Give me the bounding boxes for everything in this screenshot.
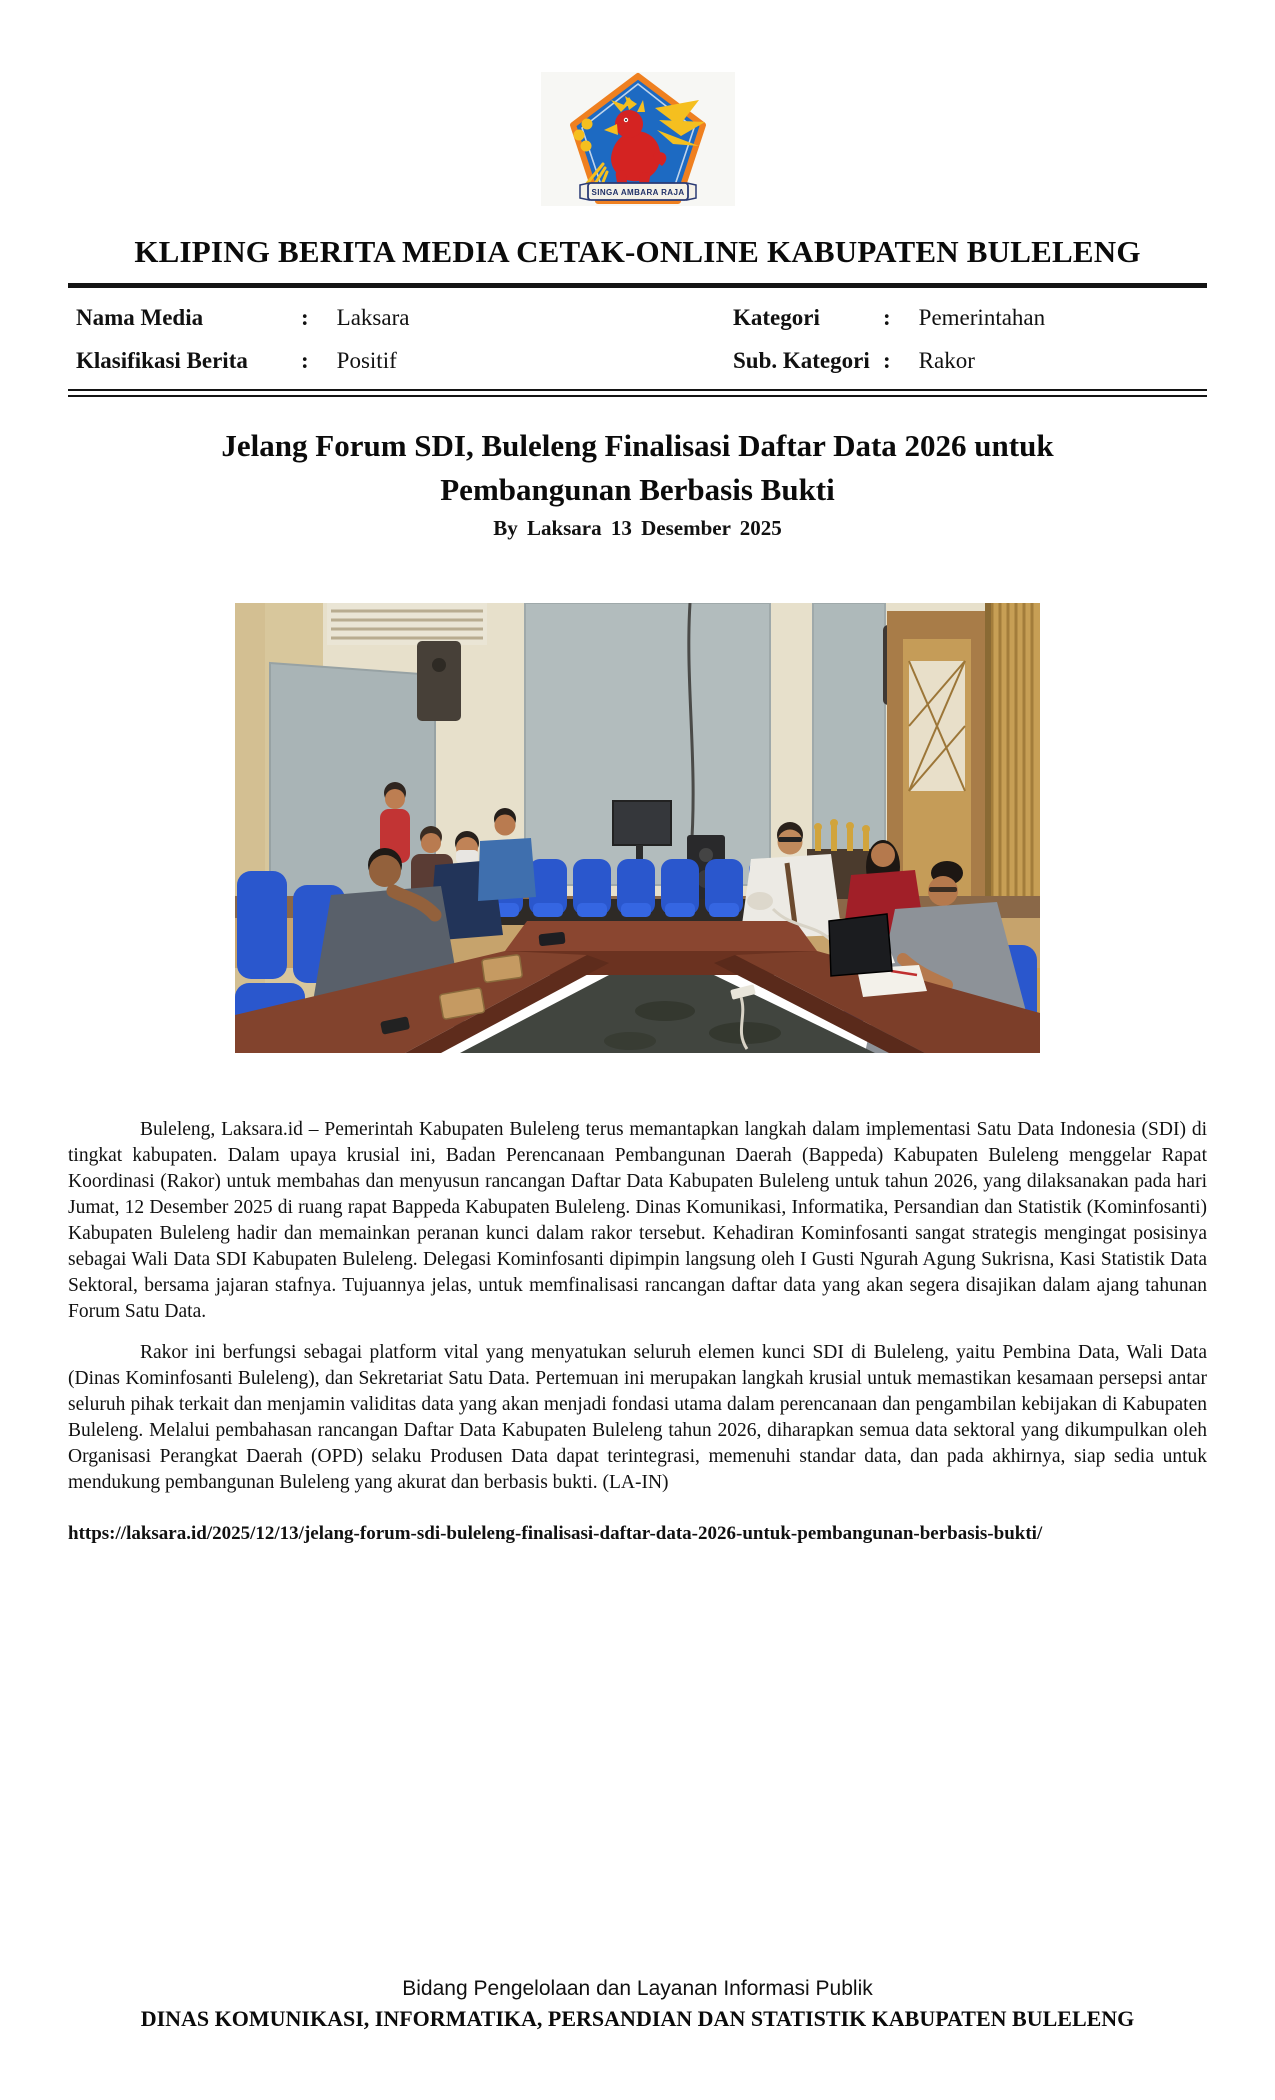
meta-label: Sub. Kategori bbox=[733, 348, 870, 373]
metadata-bottom-rule bbox=[68, 389, 1207, 397]
footer-bidang-line: Bidang Pengelolaan dan Layanan Informasi Publik bbox=[402, 1977, 873, 2000]
meta-nama-media bbox=[76, 305, 661, 331]
meta-klasifikasi-berita bbox=[76, 348, 661, 374]
meta-value: Pemerintahan bbox=[918, 305, 1046, 330]
article-body bbox=[68, 1117, 1207, 1545]
article-photo bbox=[235, 603, 1040, 1053]
article-paragraph-2: Rakor ini berfungsi sebagai platform vital yang menyatukan seluruh elemen kunci SDI di Buleleng, yaitu Pembina Data, Wali Data (Dinas Kominfosanti Buleleng), dan Sekretariat Satu Data. Pertemuan ini merupakan langkah krusial untuk memastikan kesamaan persepsi antar seluruh pihak terkait dan menjamin validitas data yang akan menjadi fondasi utama dalam perencanaan dan pengambilan kebijakan di Kabupaten Buleleng. Melalui pembahasan rancangan Daftar Data Kabupaten Buleleng tahun 2026, diharapkan semua data sektoral yang dikumpulkan oleh Organisasi Perangkat Daerah (OPD) selaku Produsen Data dapat terintegrasi, memenuhi standar data, dan pada akhirnya, siap sedia untuk mendukung pembangunan Buleleng yang akurat dan berbasis bukti. (LA-IN) bbox=[68, 1342, 1207, 1494]
meta-sub-kategori bbox=[661, 348, 1199, 374]
meta-label: Klasifikasi Berita bbox=[76, 348, 248, 373]
meta-colon: : bbox=[883, 305, 891, 330]
meta-value: Positif bbox=[336, 348, 397, 373]
meta-value: Rakor bbox=[918, 348, 975, 373]
meta-value: Laksara bbox=[336, 305, 410, 330]
article-byline: By Laksara 13 Desember 2025 bbox=[493, 516, 782, 541]
meta-kategori bbox=[661, 305, 1199, 331]
meta-label: Kategori bbox=[733, 305, 820, 330]
meta-colon: : bbox=[883, 348, 891, 373]
document-header-title: KLIPING BERITA MEDIA CETAK-ONLINE KABUPATEN BULELENG bbox=[134, 234, 1141, 269]
document-footer bbox=[0, 1977, 1275, 2032]
source-url: https://laksara.id/2025/12/13/jelang-forum-sdi-buleleng-finalisasi-daftar-data-2026-untuk-pembangunan-berbasis-bukti/ bbox=[68, 1523, 1043, 1545]
buleleng-emblem-logo bbox=[541, 72, 735, 206]
metadata-table bbox=[68, 288, 1207, 389]
footer-dinas-line: DINAS KOMUNIKASI, INFORMATIKA, PERSANDIAN DAN STATISTIK KABUPATEN BULELENG bbox=[140, 2006, 1135, 2031]
emblem-banner-text: SINGA AMBARA RAJA bbox=[590, 188, 685, 197]
buleleng-emblem-icon bbox=[541, 72, 735, 206]
article-paragraph-1: Buleleng, Laksara.id – Pemerintah Kabupaten Buleleng terus memantapkan langkah dalam implementasi Satu Data Indonesia (SDI) di tingkat kabupaten. Dalam upaya krusial ini, Badan Perencanaan Pembangunan Daerah (Bappeda) Kabupaten Buleleng menggelar Rapat Koordinasi (Rakor) untuk membahas dan menyusun rancangan Daftar Data Kabupaten Buleleng untuk tahun 2026, yang dilaksanakan pada hari Jumat, 12 Desember 2025 di ruang rapat Bappeda Kabupaten Buleleng. Dinas Komunikasi, Informatika, Persandian dan Statistik (Kominfosanti) Kabupaten Buleleng hadir dan memainkan peranan kunci dalam rakor tersebut. Kehadiran Kominfosanti sangat strategis mengingat posisinya sebagai Wali Data SDI Kabupaten Buleleng. Delegasi Kominfosanti dipimpin langsung oleh I Gusti Ngurah Agung Sukrisna, Kasi Statistik Data Sektoral, bersama jajaran stafnya. Tujuannya jelas, untuk memfinalisasi rancangan daftar data yang akan segera disajikan dalam ajang tahunan Forum Satu Data. bbox=[68, 1119, 1207, 1323]
article-title: Jelang Forum SDI, Buleleng Finalisasi Daftar Data 2026 untuk Pembangunan Berbasis Bukti bbox=[221, 428, 1054, 508]
meta-label: Nama Media bbox=[76, 305, 204, 330]
meta-colon: : bbox=[301, 305, 309, 330]
meta-colon: : bbox=[301, 348, 309, 373]
